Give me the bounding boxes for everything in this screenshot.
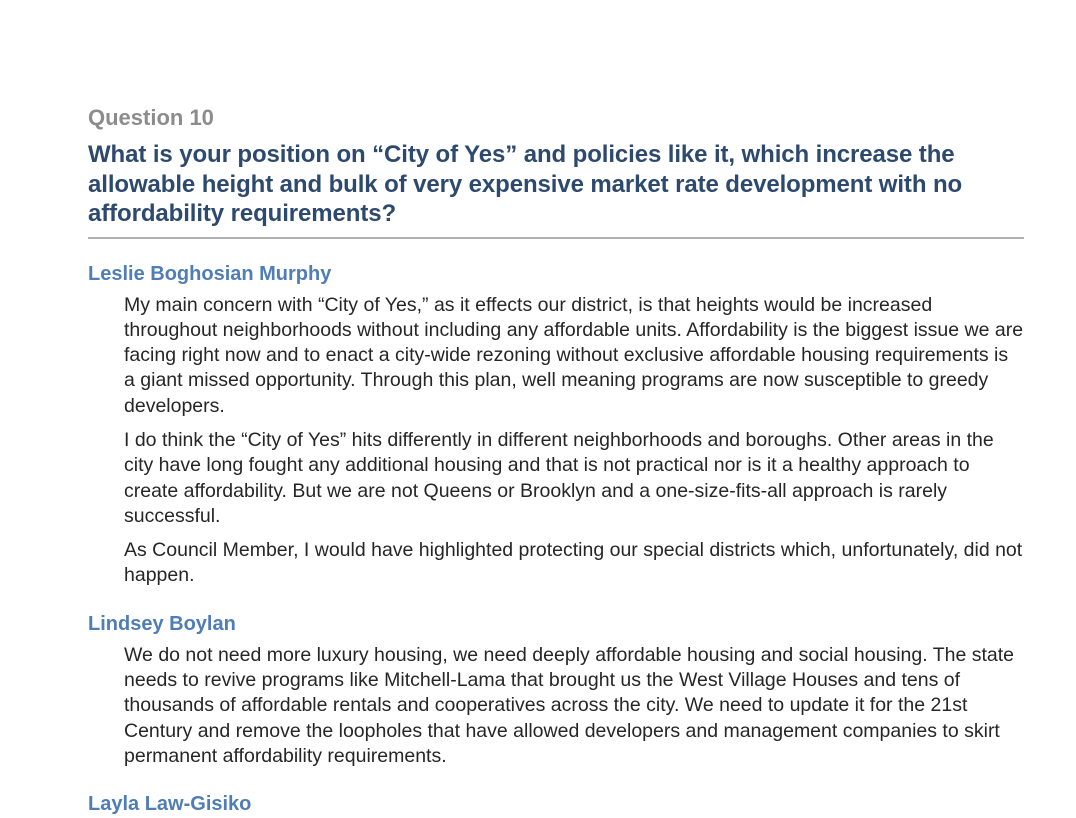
candidate-name: Lindsey Boylan — [88, 612, 236, 635]
answer-paragraph: My main concern with “City of Yes,” as it effects our district, is that heights would be increased throughout neighborhoods without including any affordable units. Affordability is the biggest issue we are facing right now and to enact a city-wide rezoning without exclusive affordable housing requirements is a giant missed opportunity. Through this plan, well meaning programs are now susceptible to greedy developers. — [124, 293, 1024, 417]
candidate-response-boylan — [88, 611, 1024, 769]
candidate-response-law-gisiko — [88, 791, 1024, 817]
section-divider — [88, 237, 1024, 239]
answer-paragraph: I do think the “City of Yes” hits differently in different neighborhoods and boroughs. Other areas in the city have long fought any additional housing and that is not practical nor is it a healthy approach to create affordability. But we are not Queens or Brooklyn and a one-size-fits-all approach is rarely successful. — [124, 428, 994, 527]
answer-paragraph: As Council Member, I would have highlighted protecting our special districts which, unfortunately, did not happen. — [124, 539, 1023, 587]
question-number: Question 10 — [88, 105, 214, 130]
document-page — [88, 104, 1024, 817]
candidate-answer — [124, 643, 1024, 769]
answer-paragraph: We do not need more luxury housing, we need deeply affordable housing and social housing. The state needs to revive programs like Mitchell-Lama that brought us the West Village Houses and tens of thousands of affordable rentals and cooperatives across the city. We need to update it for the 21st Century and remove the loopholes that have allowed developers and management companies to skirt permanent affordability requirements. — [124, 643, 1015, 767]
candidate-answer — [124, 293, 1024, 589]
candidate-response-murphy — [88, 261, 1024, 589]
candidate-name: Layla Law-Gisiko — [88, 793, 252, 816]
question-heading: What is your position on “City of Yes” and policies like it, which increase the allowable height and bulk of very expensive market rate development with no affordability requirements? — [88, 141, 963, 227]
candidate-name: Leslie Boghosian Murphy — [88, 262, 332, 285]
